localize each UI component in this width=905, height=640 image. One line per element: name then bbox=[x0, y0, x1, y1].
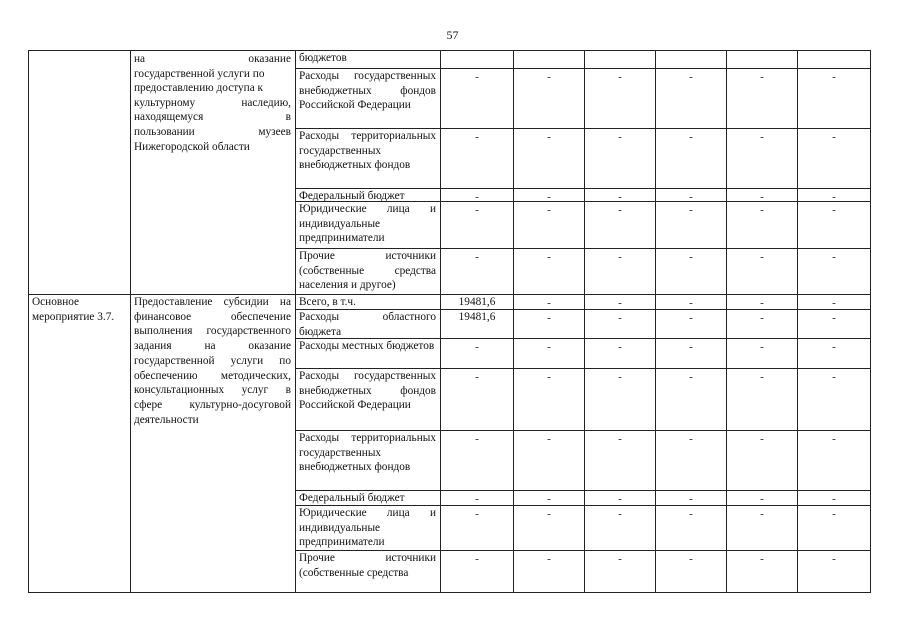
empty-value-dash: - bbox=[760, 341, 764, 353]
empty-value-dash: - bbox=[760, 297, 764, 309]
empty-value-dash: - bbox=[618, 371, 622, 383]
empty-value-dash: - bbox=[689, 508, 693, 520]
empty-value-dash: - bbox=[475, 371, 479, 383]
empty-value-dash: - bbox=[475, 251, 479, 263]
funding-source-label: Расходы местных бюджетов bbox=[299, 340, 435, 352]
empty-value-dash: - bbox=[618, 71, 622, 83]
empty-value-dash: - bbox=[760, 71, 764, 83]
page-number: 57 bbox=[446, 28, 459, 42]
table-vline bbox=[130, 50, 131, 592]
empty-value-dash: - bbox=[689, 493, 693, 505]
empty-value-dash: - bbox=[547, 508, 551, 520]
empty-value-dash: - bbox=[547, 251, 551, 263]
table-vline bbox=[870, 50, 871, 592]
empty-value-dash: - bbox=[618, 312, 622, 324]
empty-value-dash: - bbox=[547, 191, 551, 203]
empty-value-dash: - bbox=[689, 341, 693, 353]
empty-value-dash: - bbox=[547, 553, 551, 565]
empty-value-dash: - bbox=[832, 553, 836, 565]
description-line: пользовании музеев bbox=[134, 126, 291, 138]
empty-value-dash: - bbox=[760, 131, 764, 143]
empty-value-dash: - bbox=[618, 204, 622, 216]
empty-value-dash: - bbox=[547, 493, 551, 505]
empty-value-dash: - bbox=[760, 312, 764, 324]
empty-value-dash: - bbox=[832, 312, 836, 324]
empty-value-dash: - bbox=[689, 433, 693, 445]
empty-value-dash: - bbox=[760, 553, 764, 565]
empty-value-dash: - bbox=[689, 553, 693, 565]
empty-value-dash: - bbox=[832, 131, 836, 143]
description-line: предоставлению доступа к bbox=[134, 82, 264, 95]
funding-source-label: Юридические лица и индивидуальные предприниматели bbox=[299, 507, 436, 549]
empty-value-dash: - bbox=[547, 312, 551, 324]
empty-value-dash: - bbox=[547, 297, 551, 309]
empty-value-dash: - bbox=[689, 251, 693, 263]
empty-value-dash: - bbox=[475, 341, 479, 353]
empty-value-dash: - bbox=[618, 508, 622, 520]
empty-value-dash: - bbox=[475, 131, 479, 143]
empty-value-dash: - bbox=[618, 433, 622, 445]
empty-value-dash: - bbox=[547, 131, 551, 143]
funding-source-label: Расходы государственных внебюджетных фондов Российской Федерации bbox=[299, 70, 436, 112]
empty-value-dash: - bbox=[760, 204, 764, 216]
empty-value-dash: - bbox=[689, 371, 693, 383]
value-cell: 19481,6 bbox=[458, 296, 496, 308]
empty-value-dash: - bbox=[832, 191, 836, 203]
table-vline bbox=[28, 50, 29, 592]
empty-value-dash: - bbox=[618, 493, 622, 505]
empty-value-dash: - bbox=[475, 204, 479, 216]
value-cell: 19481,6 bbox=[458, 311, 496, 323]
empty-value-dash: - bbox=[832, 508, 836, 520]
empty-value-dash: - bbox=[832, 71, 836, 83]
empty-value-dash: - bbox=[547, 204, 551, 216]
description-line: на оказание bbox=[134, 53, 291, 65]
funding-source-label: Прочие источники (собственные средства населения и другое) bbox=[299, 250, 436, 292]
empty-value-dash: - bbox=[689, 204, 693, 216]
empty-value-dash: - bbox=[832, 341, 836, 353]
empty-value-dash: - bbox=[618, 131, 622, 143]
empty-value-dash: - bbox=[475, 71, 479, 83]
funding-source-label: Расходы областного бюджета bbox=[299, 311, 436, 338]
table-bottom-border bbox=[28, 592, 871, 593]
funding-source-label: Прочие источники (собственные средства bbox=[299, 552, 436, 579]
empty-value-dash: - bbox=[547, 341, 551, 353]
empty-value-dash: - bbox=[689, 312, 693, 324]
funding-source-label: Всего, в т.ч. bbox=[299, 296, 356, 308]
empty-value-dash: - bbox=[832, 204, 836, 216]
empty-value-dash: - bbox=[475, 433, 479, 445]
empty-value-dash: - bbox=[760, 371, 764, 383]
empty-value-dash: - bbox=[475, 191, 479, 203]
table-vline bbox=[295, 50, 296, 592]
empty-value-dash: - bbox=[832, 371, 836, 383]
empty-value-dash: - bbox=[760, 508, 764, 520]
empty-value-dash: - bbox=[689, 71, 693, 83]
funding-source-label: Федеральный бюджет bbox=[299, 492, 405, 504]
empty-value-dash: - bbox=[547, 71, 551, 83]
empty-value-dash: - bbox=[618, 191, 622, 203]
description-line: государственной услуги по bbox=[134, 67, 265, 80]
funding-source-label: бюджетов bbox=[299, 52, 347, 64]
empty-value-dash: - bbox=[832, 433, 836, 445]
empty-value-dash: - bbox=[618, 297, 622, 309]
description-line: находящемуся в bbox=[134, 111, 291, 124]
empty-value-dash: - bbox=[760, 493, 764, 505]
empty-value-dash: - bbox=[547, 433, 551, 445]
funding-source-label: Расходы территориальных государственных внебюджетных фондов bbox=[299, 432, 436, 474]
empty-value-dash: - bbox=[832, 493, 836, 505]
empty-value-dash: - bbox=[547, 371, 551, 383]
table-top-border bbox=[28, 50, 871, 51]
empty-value-dash: - bbox=[475, 553, 479, 565]
empty-value-dash: - bbox=[689, 131, 693, 143]
empty-value-dash: - bbox=[832, 251, 836, 263]
empty-value-dash: - bbox=[760, 251, 764, 263]
empty-value-dash: - bbox=[475, 508, 479, 520]
funding-source-label: Расходы государственных внебюджетных фондов Российской Федерации bbox=[299, 370, 436, 412]
empty-value-dash: - bbox=[689, 297, 693, 309]
empty-value-dash: - bbox=[760, 433, 764, 445]
funding-source-label: Расходы территориальных государственных внебюджетных фондов bbox=[299, 130, 436, 172]
empty-value-dash: - bbox=[618, 251, 622, 263]
empty-value-dash: - bbox=[832, 297, 836, 309]
empty-value-dash: - bbox=[618, 553, 622, 565]
empty-value-dash: - bbox=[689, 191, 693, 203]
empty-value-dash: - bbox=[475, 493, 479, 505]
empty-value-dash: - bbox=[760, 191, 764, 203]
funding-source-label: Федеральный бюджет bbox=[299, 190, 405, 201]
funding-source-label: Юридические лица и индивидуальные предприниматели bbox=[299, 203, 436, 245]
empty-value-dash: - bbox=[618, 341, 622, 353]
activity-description: Предоставление субсидии на финансовое обеспечение выполнения государственного задания на оказание государственной услуги по обеспечению методических, консультационных услуг в сфере культурно-досуговой деятельности bbox=[134, 296, 291, 426]
activity-code: Основное мероприятие 3.7. bbox=[32, 296, 115, 323]
description-line: культурному наследию, bbox=[134, 96, 291, 109]
description-line: Нижегородской области bbox=[134, 140, 250, 153]
